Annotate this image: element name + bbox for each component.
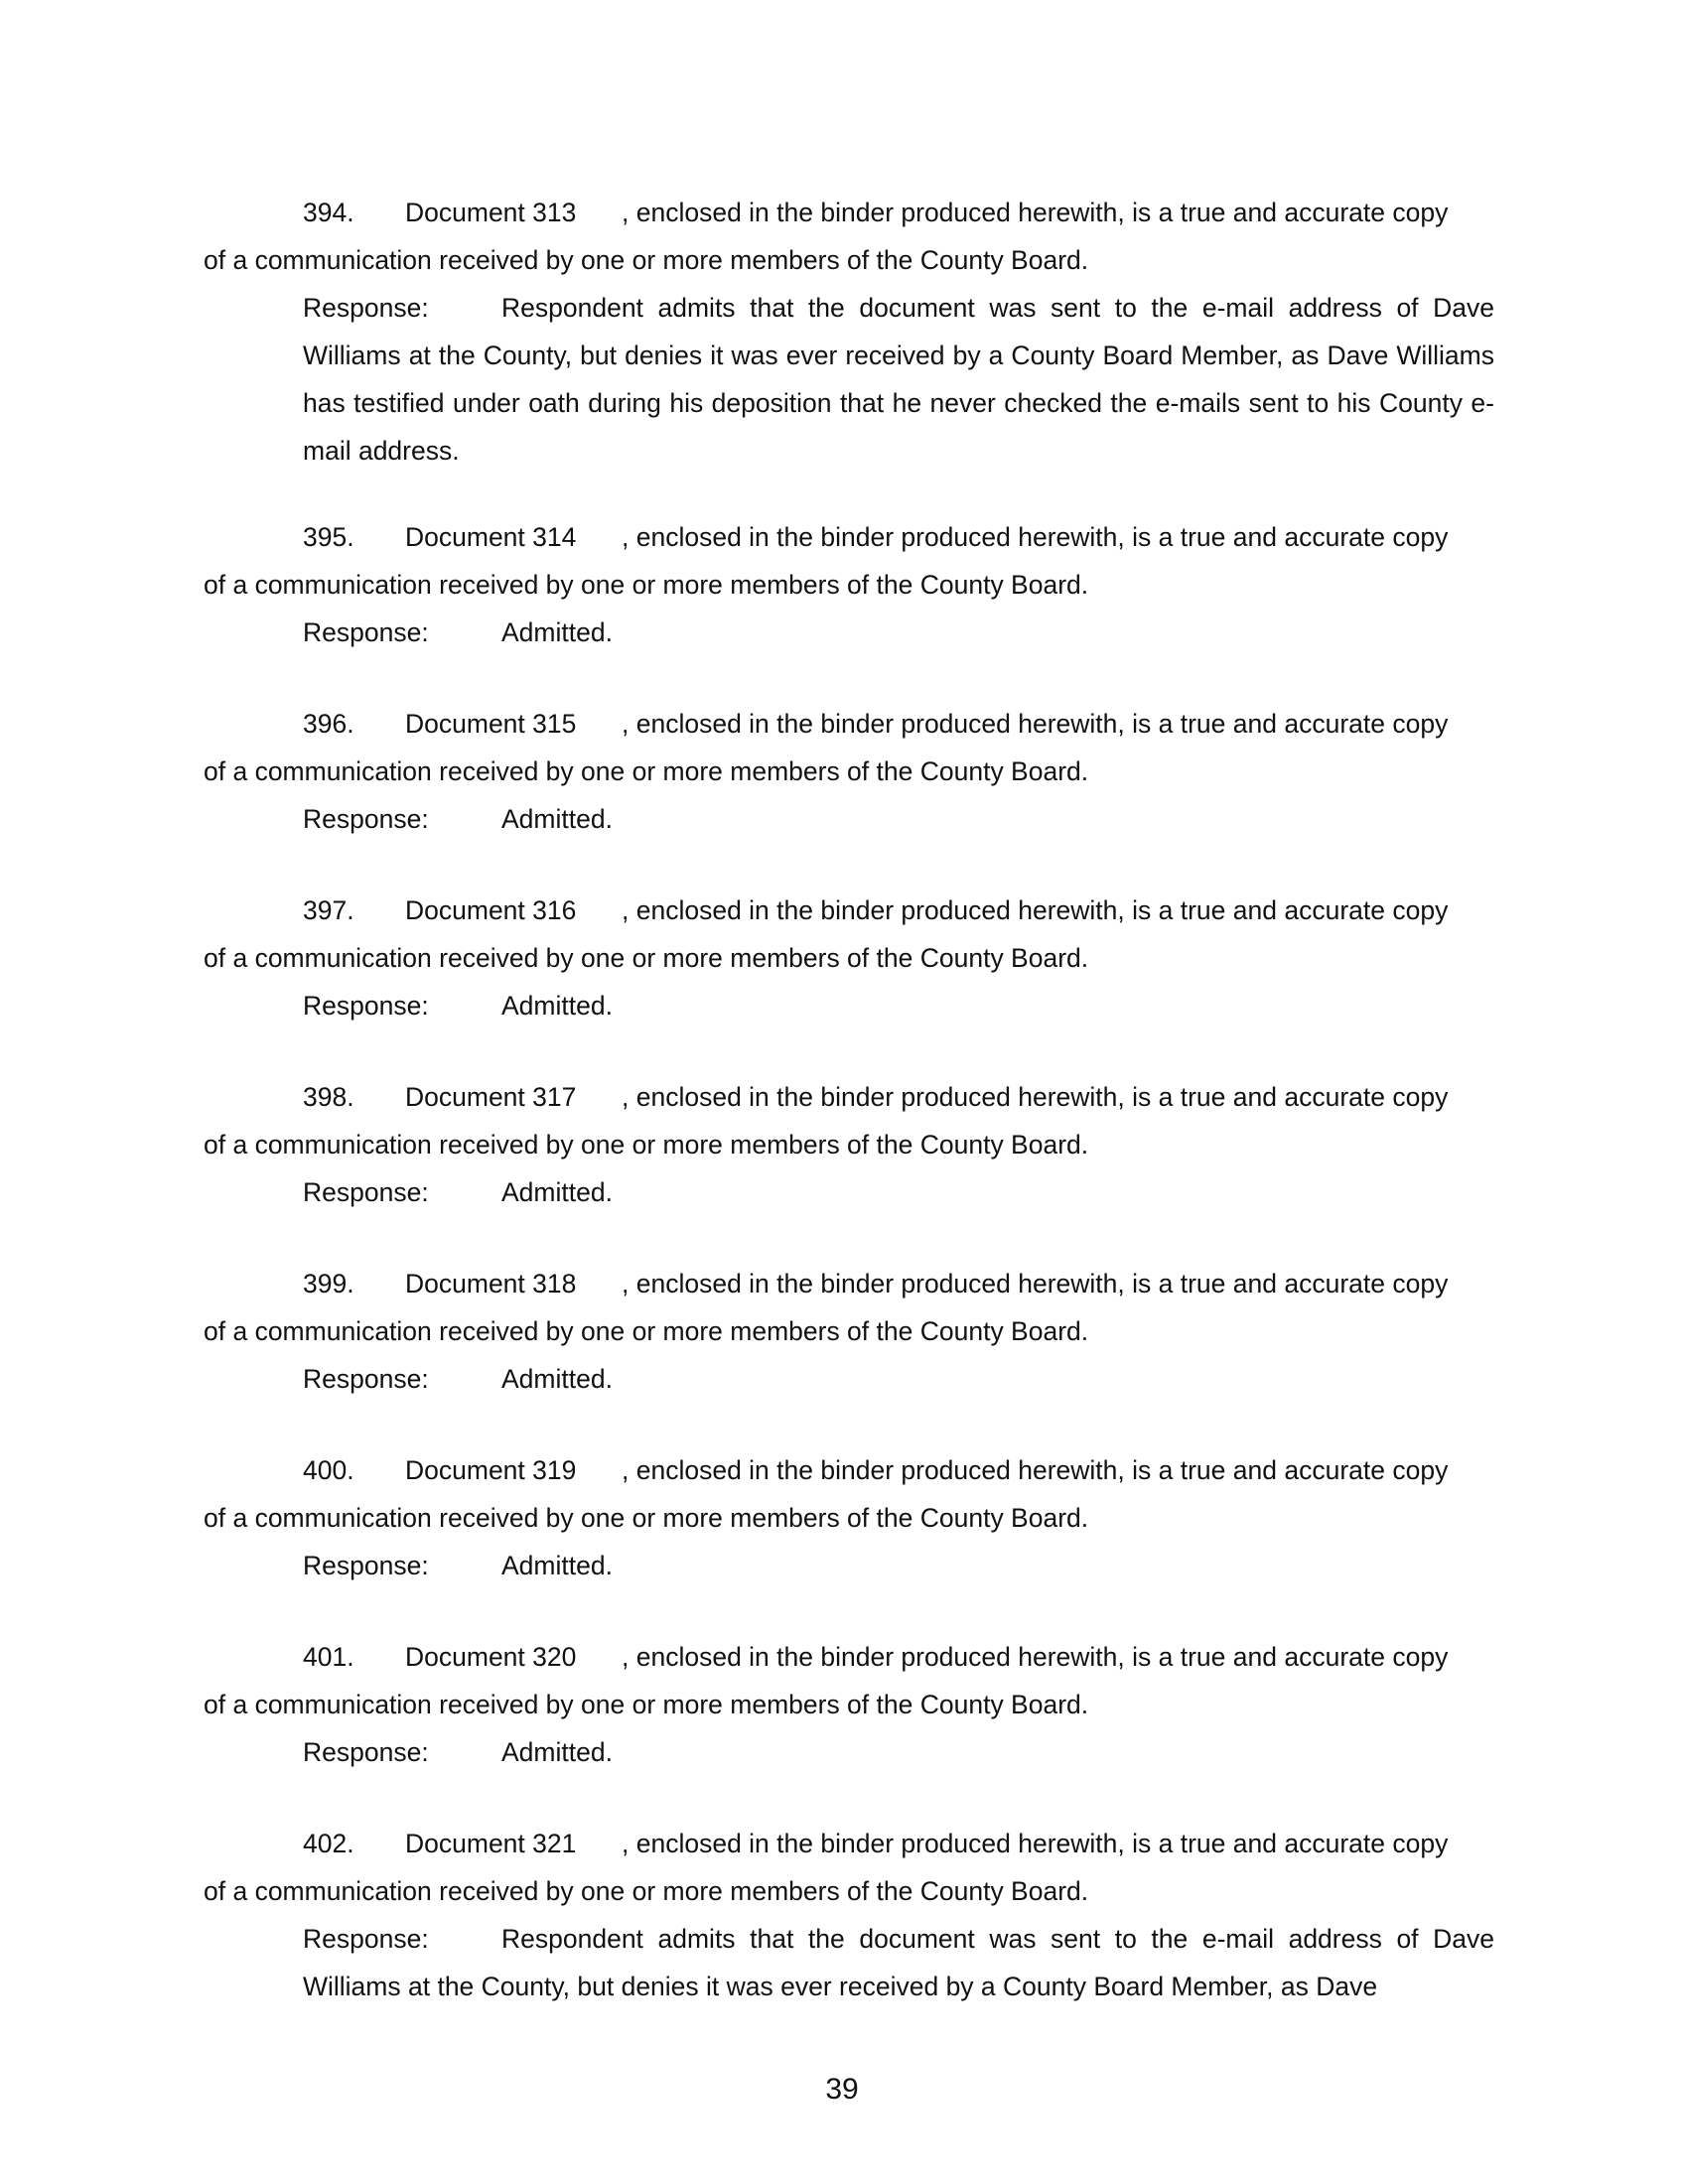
document-reference: Document 314 (405, 522, 577, 552)
paragraph-continuation: of a communication received by one or more members of the County Board. (204, 1876, 1089, 1906)
document-reference: Document 315 (405, 709, 577, 739)
paragraph-number: 399. (303, 1269, 354, 1298)
document-reference: Document 318 (405, 1269, 577, 1298)
response-block (303, 1915, 1494, 2010)
paragraph-first-line (204, 189, 1494, 236)
response-label: Response: (303, 804, 429, 834)
response-block (303, 1542, 1494, 1589)
paragraph-first-line (204, 513, 1494, 561)
response-label: Response: (303, 617, 429, 647)
response-text: Admitted. (501, 991, 613, 1021)
response-block (303, 284, 1494, 475)
document-reference: Document 316 (405, 895, 577, 925)
response-label: Response: (303, 1177, 429, 1207)
paragraph-number: 394. (303, 198, 354, 227)
response-text: Respondent admits that the document was sent to the e-mail address of Dave Williams at the County, but denies it was ever received by a County Board Member, as Dave Williams has testified under oath during his deposition that he never checked the e-mails sent to his County e-mail address. (303, 293, 1494, 466)
response-block (303, 795, 1494, 843)
document-reference: Document 320 (405, 1642, 577, 1672)
paragraph-continuation: of a communication received by one or more members of the County Board. (204, 570, 1089, 600)
paragraph-401 (204, 1633, 1494, 1776)
paragraph-first-line (204, 1260, 1494, 1307)
paragraph-continuation: of a communication received by one or more members of the County Board. (204, 943, 1089, 973)
paragraph-394 (204, 189, 1494, 475)
paragraph-text: , enclosed in the binder produced herewith, is a true and accurate copy (622, 1455, 1449, 1485)
response-label: Response: (303, 1364, 429, 1394)
page-number: 39 (825, 2073, 859, 2106)
paragraph-first-line (204, 1446, 1494, 1494)
response-block (303, 1168, 1494, 1216)
paragraph-first-line (204, 700, 1494, 748)
paragraph-396 (204, 700, 1494, 843)
paragraph-continuation: of a communication received by one or more members of the County Board. (204, 1130, 1089, 1160)
document-reference: Document 313 (405, 198, 577, 227)
paragraph-395 (204, 513, 1494, 656)
paragraph-number: 401. (303, 1642, 354, 1672)
paragraph-400 (204, 1446, 1494, 1589)
response-block (303, 1728, 1494, 1776)
paragraph-text: , enclosed in the binder produced herewith, is a true and accurate copy (622, 1829, 1449, 1858)
document-reference: Document 321 (405, 1829, 577, 1858)
response-label: Response: (303, 991, 429, 1021)
paragraph-continuation: of a communication received by one or more members of the County Board. (204, 1503, 1089, 1533)
response-text: Admitted. (501, 1364, 613, 1394)
paragraph-number: 397. (303, 895, 354, 925)
paragraph-number: 396. (303, 709, 354, 739)
paragraph-continuation: of a communication received by one or more members of the County Board. (204, 245, 1089, 275)
response-text: Respondent admits that the document was sent to the e-mail address of Dave Williams at the County, but denies it was ever received by a County Board Member, as Dave (303, 1924, 1494, 2001)
paragraph-398 (204, 1073, 1494, 1216)
response-text: Admitted. (501, 1177, 613, 1207)
paragraph-text: , enclosed in the binder produced herewith, is a true and accurate copy (622, 522, 1449, 552)
paragraph-399 (204, 1260, 1494, 1403)
response-text: Admitted. (501, 1737, 613, 1767)
paragraph-397 (204, 887, 1494, 1029)
paragraph-text: , enclosed in the binder produced herewith, is a true and accurate copy (622, 895, 1449, 925)
paragraph-continuation: of a communication received by one or more members of the County Board. (204, 756, 1089, 786)
response-text: Admitted. (501, 1551, 613, 1580)
paragraph-first-line (204, 887, 1494, 934)
paragraph-text: , enclosed in the binder produced herewith, is a true and accurate copy (622, 1269, 1449, 1298)
document-reference: Document 317 (405, 1082, 577, 1112)
paragraph-number: 395. (303, 522, 354, 552)
paragraph-402 (204, 1820, 1494, 2010)
paragraph-number: 400. (303, 1455, 354, 1485)
paragraph-first-line (204, 1820, 1494, 1867)
paragraph-text: , enclosed in the binder produced herewith, is a true and accurate copy (622, 1642, 1449, 1672)
paragraph-first-line (204, 1633, 1494, 1681)
response-block (303, 609, 1494, 656)
paragraph-text: , enclosed in the binder produced herewith, is a true and accurate copy (622, 1082, 1449, 1112)
response-block (303, 1355, 1494, 1403)
paragraph-first-line (204, 1073, 1494, 1121)
paragraph-number: 402. (303, 1829, 354, 1858)
response-label: Response: (303, 1924, 429, 1954)
paragraph-continuation: of a communication received by one or more members of the County Board. (204, 1690, 1089, 1719)
document-reference: Document 319 (405, 1455, 577, 1485)
response-label: Response: (303, 293, 429, 323)
response-text: Admitted. (501, 804, 613, 834)
paragraph-text: , enclosed in the binder produced herewith, is a true and accurate copy (622, 709, 1449, 739)
response-label: Response: (303, 1551, 429, 1580)
paragraph-continuation: of a communication received by one or more members of the County Board. (204, 1316, 1089, 1346)
response-text: Admitted. (501, 617, 613, 647)
response-label: Response: (303, 1737, 429, 1767)
paragraph-text: , enclosed in the binder produced herewith, is a true and accurate copy (622, 198, 1449, 227)
paragraph-number: 398. (303, 1082, 354, 1112)
response-block (303, 982, 1494, 1029)
